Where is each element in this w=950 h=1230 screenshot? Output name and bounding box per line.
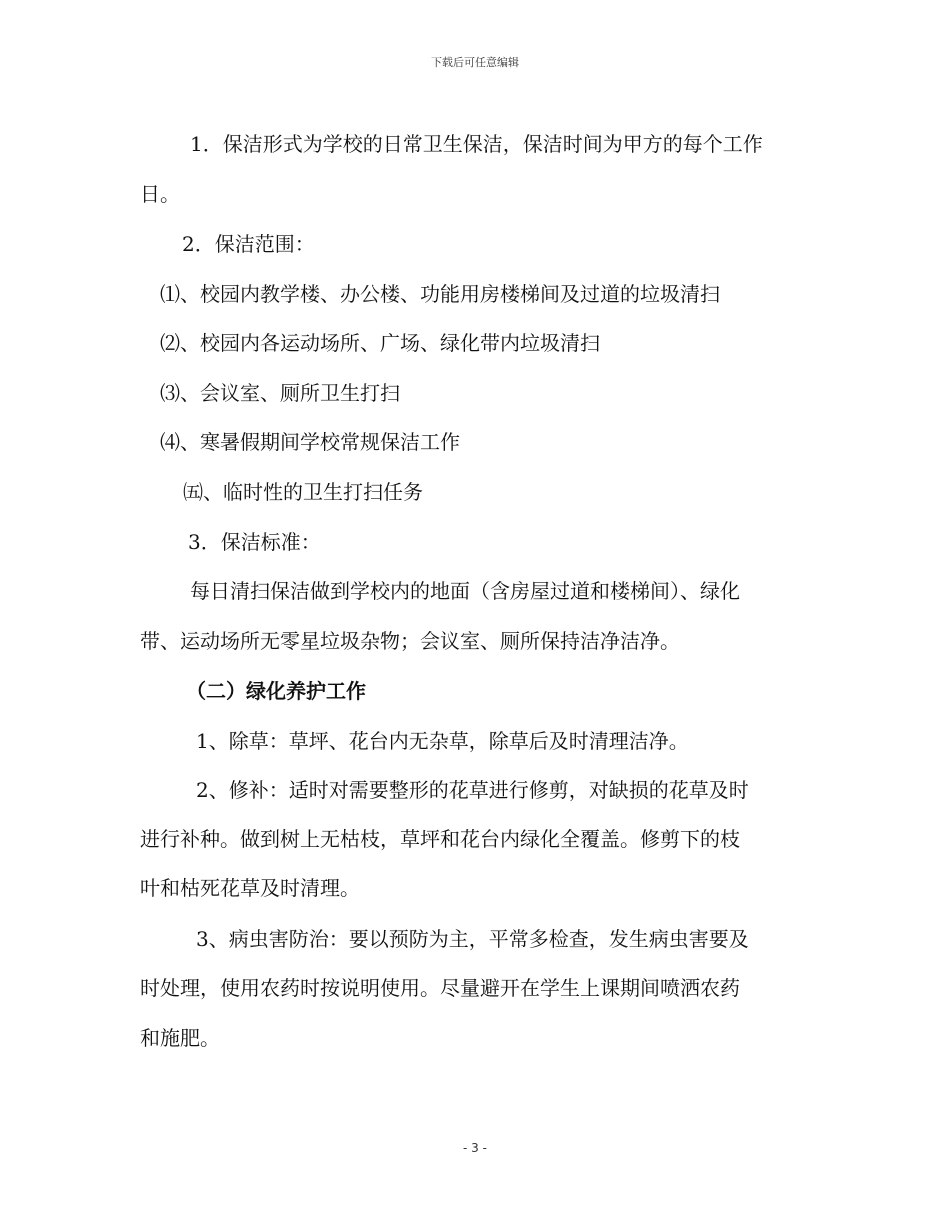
paragraph-line: 和施肥。 <box>140 1026 220 1050</box>
page-header: 下载后可任意编辑 <box>431 56 519 69</box>
paragraph-line: 每日清扫保洁做到学校内的地面（含房屋过道和楼梯间）、绿化 <box>190 579 740 603</box>
paragraph-line: ⑷、寒暑假期间学校常规保洁工作 <box>160 430 460 454</box>
paragraph-line: 3．保洁标准： <box>188 530 321 554</box>
page-number: - 3 - <box>463 1141 487 1155</box>
section-heading: （二）绿化养护工作 <box>186 679 366 703</box>
paragraph-line: ⑶、会议室、厕所卫生打扫 <box>160 381 400 405</box>
paragraph-line: ㈤、临时性的卫生打扫任务 <box>183 480 423 504</box>
paragraph-line: 叶和枯死花草及时清理。 <box>140 876 360 900</box>
paragraph-line: 2、修补：适时对需要整形的花草进行修剪，对缺损的花草及时 <box>196 778 749 802</box>
paragraph-line: 2．保洁范围： <box>182 232 315 256</box>
paragraph-line: 进行补种。做到树上无枯枝，草坪和花台内绿化全覆盖。修剪下的枝 <box>140 827 740 851</box>
paragraph-line: 1．保洁形式为学校的日常卫生保洁，保洁时间为甲方的每个工作 <box>190 132 763 156</box>
paragraph-line: ⑵、校园内各运动场所、广场、绿化带内垃圾清扫 <box>160 331 600 355</box>
paragraph-line: 时处理，使用农药时按说明使用。尽量避开在学生上课期间喷洒农药 <box>140 976 740 1000</box>
paragraph-line: ⑴、校园内教学楼、办公楼、功能用房楼梯间及过道的垃圾清扫 <box>160 282 720 306</box>
paragraph-line: 1、除草：草坪、花台内无杂草，除草后及时清理洁净。 <box>196 729 689 753</box>
paragraph-line: 日。 <box>140 182 180 206</box>
paragraph-line: 3、病虫害防治：要以预防为主，平常多检查，发生病虫害要及 <box>196 927 749 951</box>
paragraph-line: 带、运动场所无零星垃圾杂物；会议室、厕所保持洁净洁净。 <box>140 629 680 653</box>
